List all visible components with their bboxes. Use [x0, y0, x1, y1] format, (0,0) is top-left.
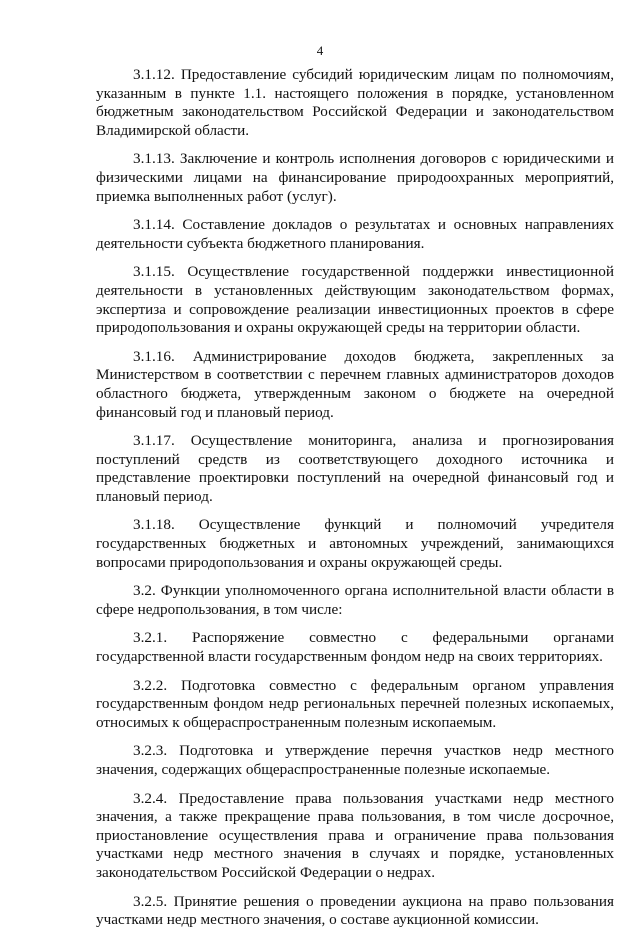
- paragraph-3-1-18: 3.1.18. Осуществление функций и полномочий учредителя государственных бюджетных и автономных учреждений, занимающихся вопросами природопользования и охраны окружающей среды.: [96, 516, 614, 571]
- paragraph-3-1-17: 3.1.17. Осуществление мониторинга, анализа и прогнозирования поступлений средств из соответствующего доходного источника и представление проектировки поступлений на очередной финансовый год и плановый период.: [96, 432, 614, 505]
- paragraph-3-1-14: 3.1.14. Составление докладов о результатах и основных направлениях деятельности субъекта бюджетного планирования.: [96, 216, 614, 252]
- paragraph-3-1-12: 3.1.12. Предоставление субсидий юридическим лицам по полномочиям, указанным в пункте 1.1. настоящего положения в порядке, установленном бюджетным законодательством Российской Федерации и законодательством Владимирской области.: [96, 66, 614, 139]
- paragraph-3-2-4: 3.2.4. Предоставление права пользования участками недр местного значения, а также прекращение права пользования, в том числе досрочное, приостановление осуществления права и ограничение права пользования участками недр местного значения в случаях и порядке, установленных законодательством Российской Федерации о недрах.: [96, 789, 614, 881]
- paragraph-3-2-1: 3.2.1. Распоряжение совместно с федеральными органами государственной власти государственным фондом недр на своих территориях.: [96, 629, 614, 666]
- page-number: 4: [316, 43, 324, 58]
- paragraph-3-2-2: 3.2.2. Подготовка совместно с федеральным органом управления государственным фондом недр региональных перечней полезных ископаемых, относимых к общераспространенным полезным ископаемым.: [96, 676, 614, 731]
- paragraph-3-2: 3.2. Функции уполномоченного органа исполнительной власти области в сфере недропользования, в том числе:: [96, 582, 614, 618]
- paragraph-3-2-3: 3.2.3. Подготовка и утверждение перечня участков недр местного значения, содержащих общераспространенные полезные ископаемые.: [96, 742, 614, 778]
- paragraph-3-1-13: 3.1.13. Заключение и контроль исполнения договоров с юридическими и физическими лицами на финансирование природоохранных мероприятий, приемка выполненных работ (услуг).: [96, 150, 614, 205]
- paragraph-3-1-16: 3.1.16. Администрирование доходов бюджета, закрепленных за Министерством в соответствии с перечнем главных администраторов доходов областного бюджета, утвержденным законом о бюджете на очередной финансовый год и плановый период.: [96, 347, 614, 421]
- document-body: [96, 66, 614, 940]
- paragraph-3-2-5: 3.2.5. Принятие решения о проведении аукциона на право пользования участками недр местного значения, о составе аукционной комиссии.: [96, 892, 614, 929]
- paragraph-3-1-15: 3.1.15. Осуществление государственной поддержки инвестиционной деятельности в установленных действующим законодательством формах, экспертиза и сопровождение реализации инвестиционных проектов в сфере природопользования и охраны окружающей среды на территории области.: [96, 263, 614, 337]
